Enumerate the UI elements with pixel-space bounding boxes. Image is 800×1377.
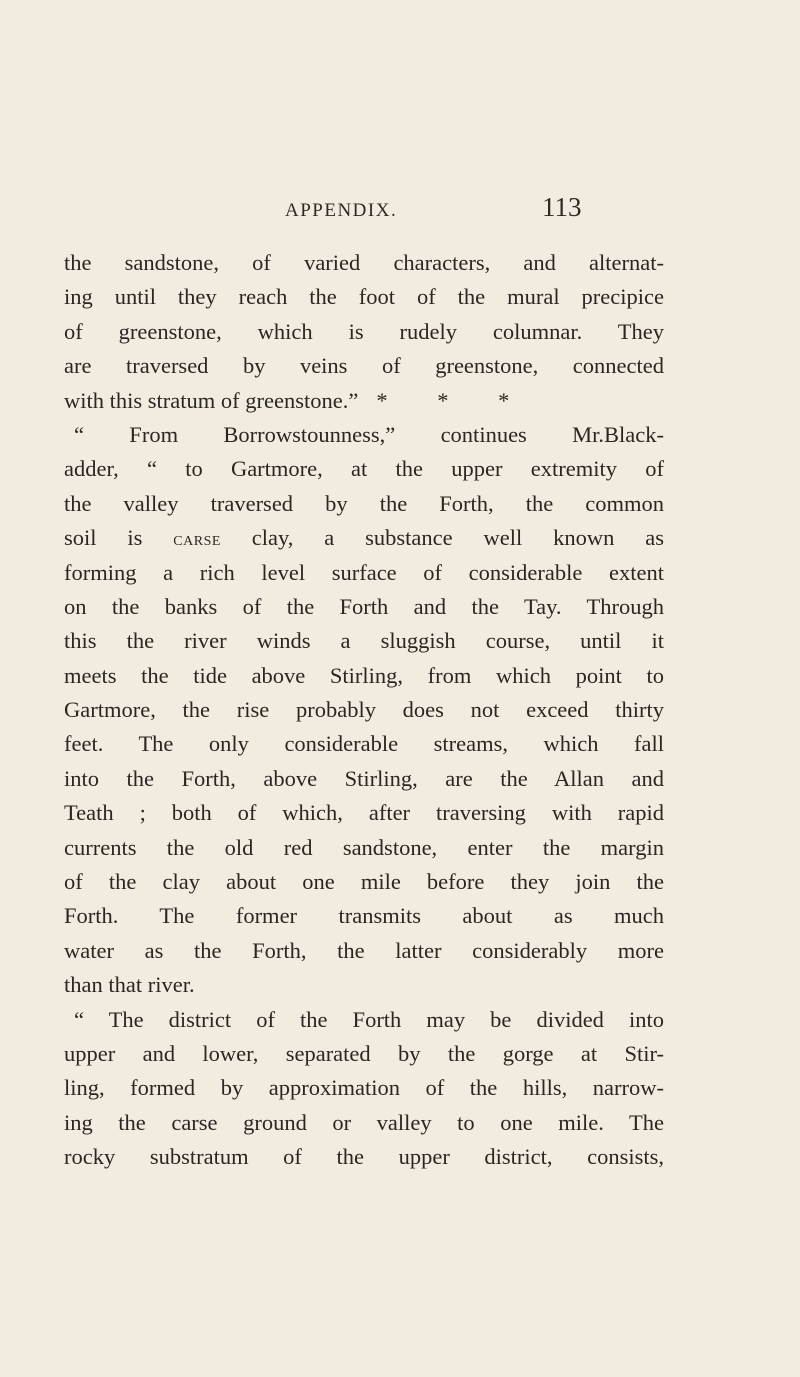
text-line: “ The district of the Forth may be divided into — [74, 1006, 664, 1032]
text-line: into the Forth, above Stirling, are the Allan and — [64, 765, 664, 791]
small-caps-term: carse — [173, 528, 221, 551]
text-line: the valley traversed by the Forth, the common — [64, 490, 664, 516]
text-line: on the banks of the Forth and the Tay. Through — [64, 593, 664, 619]
text-line: currents the old red sandstone, enter the margin — [64, 834, 664, 860]
text-fragment: soil is — [64, 525, 174, 551]
text-fragment: clay, a substance well known as — [220, 525, 664, 551]
text-line: ling, formed by approximation of the hills, narrow- — [64, 1075, 664, 1101]
text-line — [64, 384, 664, 418]
text-line: feet. The only considerable streams, which fall — [64, 731, 664, 757]
text-line: adder, “ to Gartmore, at the upper extremity of — [64, 456, 664, 482]
text-line: Gartmore, the rise probably does not exceed thirty — [64, 697, 664, 723]
text-line: the sandstone, of varied characters, and alternat- — [64, 250, 664, 275]
text-line: ing until they reach the foot of the mural precipice — [64, 284, 664, 310]
text-fragment: with this stratum of greenstone.” — [64, 387, 359, 413]
text-line: ing the carse ground or valley to one mile. The — [64, 1109, 664, 1135]
text-line — [64, 521, 664, 555]
body-text — [64, 246, 664, 1175]
text-line: “ From Borrowstounness,” continues Mr.Black- — [74, 421, 664, 447]
text-line: Forth. The former transmits about as much — [64, 903, 664, 929]
running-head: APPENDIX. — [285, 200, 398, 221]
text-line: water as the Forth, the latter considerably more — [64, 937, 664, 963]
text-line: of the clay about one mile before they join the — [64, 869, 664, 895]
text-line: of greenstone, which is rudely columnar. They — [64, 318, 664, 344]
text-line: forming a rich level surface of considerable extent — [64, 559, 664, 585]
page-number: 113 — [542, 192, 582, 222]
section-break-asterisks: * * * — [376, 387, 532, 413]
text-line: than that river. — [64, 972, 195, 998]
text-line: rocky substratum of the upper district, consists, — [64, 1144, 664, 1170]
text-line: upper and lower, separated by the gorge at Stir- — [64, 1040, 664, 1066]
text-line: this the river winds a sluggish course, until it — [64, 628, 664, 654]
text-line: are traversed by veins of greenstone, connected — [64, 353, 664, 379]
text-line: Teath ; both of which, after traversing with rapid — [64, 800, 664, 826]
text-line: meets the tide above Stirling, from which point to — [64, 662, 664, 688]
